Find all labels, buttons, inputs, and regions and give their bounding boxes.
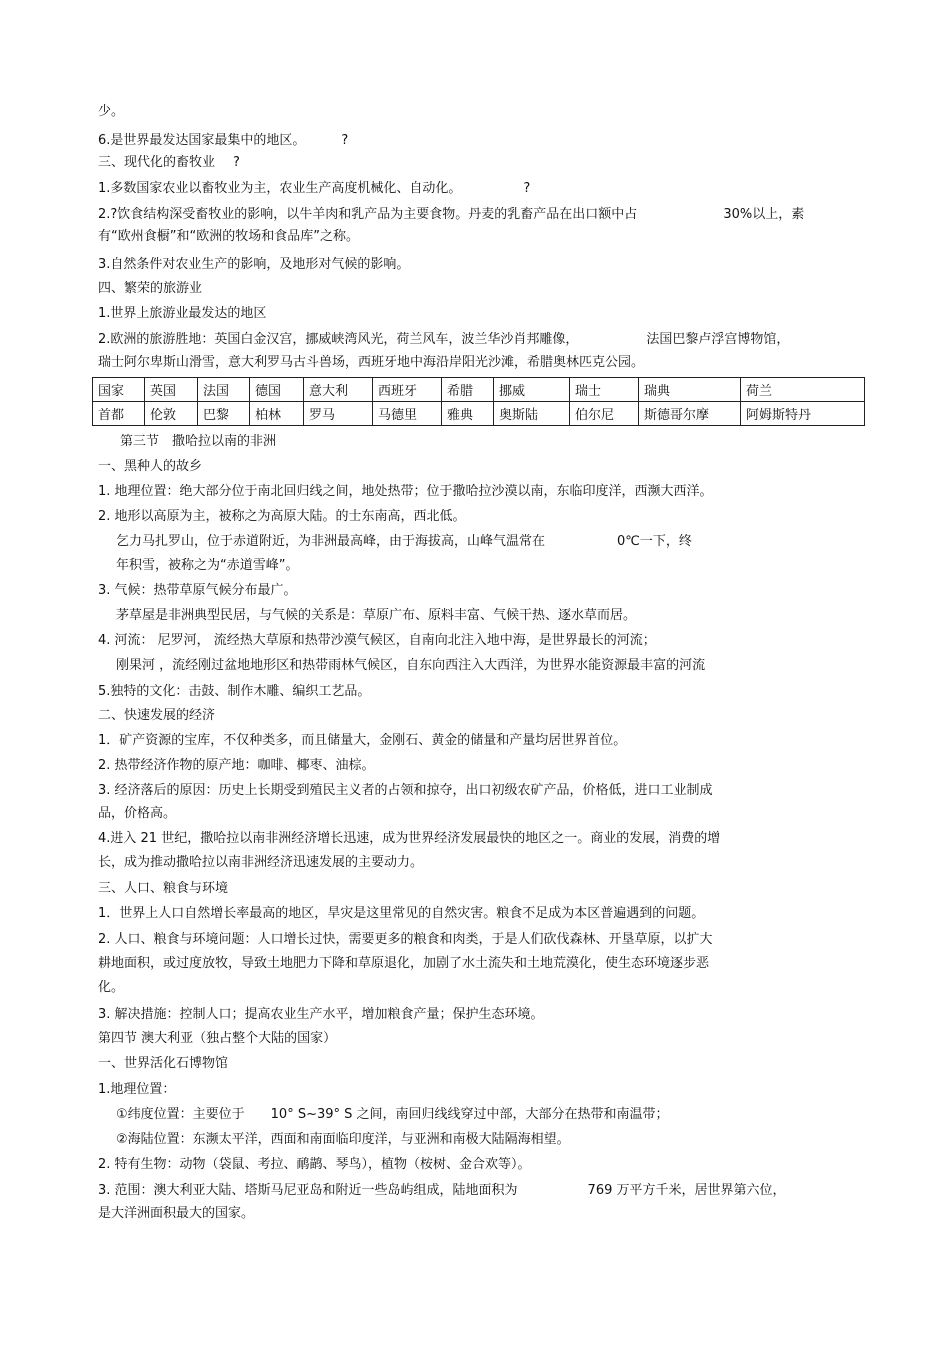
text-line: 1.地理位置： — [98, 1082, 176, 1097]
text-line — [98, 331, 789, 349]
text-line: 4.进入 21 世纪，撒哈拉以南非洲经济增长迅速，成为世界经济发展最快的地区之一。商业的发展，消费的增 — [98, 831, 721, 846]
text-line: 年积雪，被称之为“赤道雪峰”。 — [116, 558, 299, 573]
table-cell: 伯尔尼 — [570, 402, 639, 426]
text-line — [98, 206, 804, 224]
table-cell: 法国 — [198, 378, 250, 402]
text-line — [98, 1182, 786, 1200]
text-line: 3. 气候：热带草原气候分布最广。 — [98, 583, 297, 598]
section-heading: 四、繁荣的旅游业 — [98, 281, 203, 296]
table-cell: 希腊 — [442, 378, 494, 402]
text-line: 长，成为推动撒哈拉以南非洲经济迅速发展的主要动力。 — [98, 855, 424, 870]
section-title: 第三节 撒哈拉以南的非洲 — [120, 434, 277, 449]
text-line: 刚果河 ，流经刚过盆地地形区和热带雨林气候区，自东向西注入大西洋，为世界水能资源最丰富的河流 — [116, 658, 706, 673]
text-segment: ? — [233, 155, 240, 170]
section-heading: 二、快速发展的经济 — [98, 708, 216, 723]
table-cell: 奥斯陆 — [494, 402, 570, 426]
section-title: 第四节 澳大利亚（独占整个大陆的国家） — [98, 1031, 337, 1046]
table-cell: 首都 — [93, 402, 145, 426]
text-line: 茅草屋是非洲典型民居，与气候的关系是：草原广布、原料丰富、气候干热、逐水草而居。 — [116, 608, 637, 623]
table-row — [93, 378, 865, 402]
text-segment: 3. 范围：澳大利亚大陆、塔斯马尼亚岛和附近一些岛屿组成，陆地面积为 — [98, 1183, 518, 1198]
table-cell: 马德里 — [373, 402, 442, 426]
section-heading: 一、黑种人的故乡 — [98, 459, 203, 474]
text-line — [98, 132, 348, 150]
table-cell: 英国 — [145, 378, 198, 402]
table-cell: 国家 — [93, 378, 145, 402]
table-row — [93, 402, 865, 426]
text-segment: 乞力马扎罗山，位于赤道附近，为非洲最高峰，由于海拔高，山峰气温常在 — [116, 534, 546, 549]
table-cell: 意大利 — [304, 378, 373, 402]
text-line: 品，价格高。 — [98, 806, 177, 821]
text-line: 2. 特有生物：动物（袋鼠、考拉、鸸鹋、琴鸟），植物（桉树、金合欢等）。 — [98, 1157, 531, 1172]
table-cell: 阿姆斯特丹 — [741, 402, 865, 426]
table-cell: 瑞士 — [570, 378, 639, 402]
text-segment: 0℃一下，终 — [617, 534, 692, 549]
text-line: 瑞士阿尔卑斯山滑雪，意大利罗马古斗兽场，西班牙地中海沿岸阳光沙滩，希腊奥林匹克公园。 — [98, 355, 645, 370]
table-cell: 瑞典 — [639, 378, 741, 402]
table-cell: 罗马 — [304, 402, 373, 426]
text-segment: ? — [341, 133, 349, 148]
text-line — [116, 533, 692, 551]
section-heading: 一、世界活化石博物馆 — [98, 1056, 229, 1071]
text-segment: 1.多数国家农业以畜牧业为主，农业生产高度机械化、自动化。 — [98, 181, 462, 196]
capitals-table — [92, 377, 865, 426]
text-line: 2. 人口、粮食与环境问题：人口增长过快，需要更多的粮食和肉类，于是人们砍伐森林、开垦草原，以扩大 — [98, 932, 713, 947]
table-cell: 荷兰 — [741, 378, 865, 402]
text-line: 3. 经济落后的原因：历史上长期受到殖民主义者的占领和掠夺，出口初级农矿产品，价格低，进口工业制成 — [98, 783, 713, 798]
text-line: ②海陆位置：东濒太平洋，西面和南面临印度洋，与亚洲和南极大陆隔海相望。 — [116, 1132, 570, 1147]
section-heading — [98, 154, 240, 172]
table-cell: 挪威 — [494, 378, 570, 402]
section-heading: 三、人口、粮食与环境 — [98, 881, 229, 896]
text-segment: 10° S~39° S 之间，南回归线线穿过中部，大部分在热带和南温带； — [270, 1107, 669, 1122]
text-line: 5.独特的文化：击鼓、制作木雕、编织工艺品。 — [98, 684, 371, 699]
text-segment: 2.欧洲的旅游胜地：英国白金汉宫，挪威峡湾风光，荷兰风车，波兰华沙肖邦雕像， — [98, 332, 579, 347]
table-cell: 巴黎 — [198, 402, 250, 426]
text-line: 2. 地形以高原为主，被称之为高原大陆。的士东南高，西北低。 — [98, 509, 466, 524]
text-line: 1．矿产资源的宝库，不仅种类多，而且储量大，金刚石、黄金的储量和产量均居世界首位。 — [98, 733, 627, 748]
text-segment: 三、现代化的畜牧业 — [98, 155, 216, 170]
table-cell: 雅典 — [442, 402, 494, 426]
text-line: 4. 河流： 尼罗河， 流经热大草原和热带沙漠气候区，自南向北注入地中海，是世界最长的河流； — [98, 633, 656, 648]
table-cell: 德国 — [250, 378, 304, 402]
text-line: 有“欧州食橱”和“欧洲的牧场和食品库”之称。 — [98, 229, 359, 244]
text-line — [98, 180, 530, 198]
text-line: 1．世界上人口自然增长率最高的地区，旱灾是这里常见的自然灾害。粮食不足成为本区普遍遇到的问题。 — [98, 906, 705, 921]
text-line — [116, 1106, 669, 1124]
text-line: 是大洋洲面积最大的国家。 — [98, 1206, 255, 1221]
text-line: 化。 — [98, 980, 125, 995]
text-segment: 6.是世界最发达国家最集中的地区。 — [98, 133, 306, 148]
text-segment: 法国巴黎卢浮宫博物馆， — [646, 332, 790, 347]
table-cell: 斯德哥尔摩 — [639, 402, 741, 426]
text-line: 1.世界上旅游业最发达的地区 — [98, 306, 267, 321]
text-line: 2. 热带经济作物的原产地：咖啡、椰枣、油棕。 — [98, 758, 375, 773]
text-segment: 2.?饮食结构深受畜牧业的影响，以牛羊肉和乳产品为主要食物。丹麦的乳畜产品在出口额中占 — [98, 207, 638, 222]
text-line: 1. 地理位置：绝大部分位于南北回归线之间，地处热带；位于撒哈拉沙漠以南，东临印度洋，西濒大西洋。 — [98, 484, 713, 499]
table-cell: 西班牙 — [373, 378, 442, 402]
text-line: 耕地面积，或过度放牧，导致土地肥力下降和草原退化，加剧了水土流失和土地荒漠化，使生态环境逐步恶 — [98, 956, 710, 971]
text-segment: ①纬度位置：主要位于 — [116, 1107, 245, 1122]
text-line: 3.自然条件对农业生产的影响，及地形对气候的影响。 — [98, 257, 410, 272]
text-segment: 30%以上，素 — [723, 207, 805, 222]
text-line: 3. 解决措施：控制人口；提高农业生产水平，增加粮食产量；保护生态环境。 — [98, 1007, 544, 1022]
table-cell: 柏林 — [250, 402, 304, 426]
text-segment: ? — [523, 181, 531, 196]
table-cell: 伦敦 — [145, 402, 198, 426]
text-line: 少。 — [98, 104, 125, 119]
text-segment: 769 万平方千米，居世界第六位， — [587, 1183, 786, 1198]
